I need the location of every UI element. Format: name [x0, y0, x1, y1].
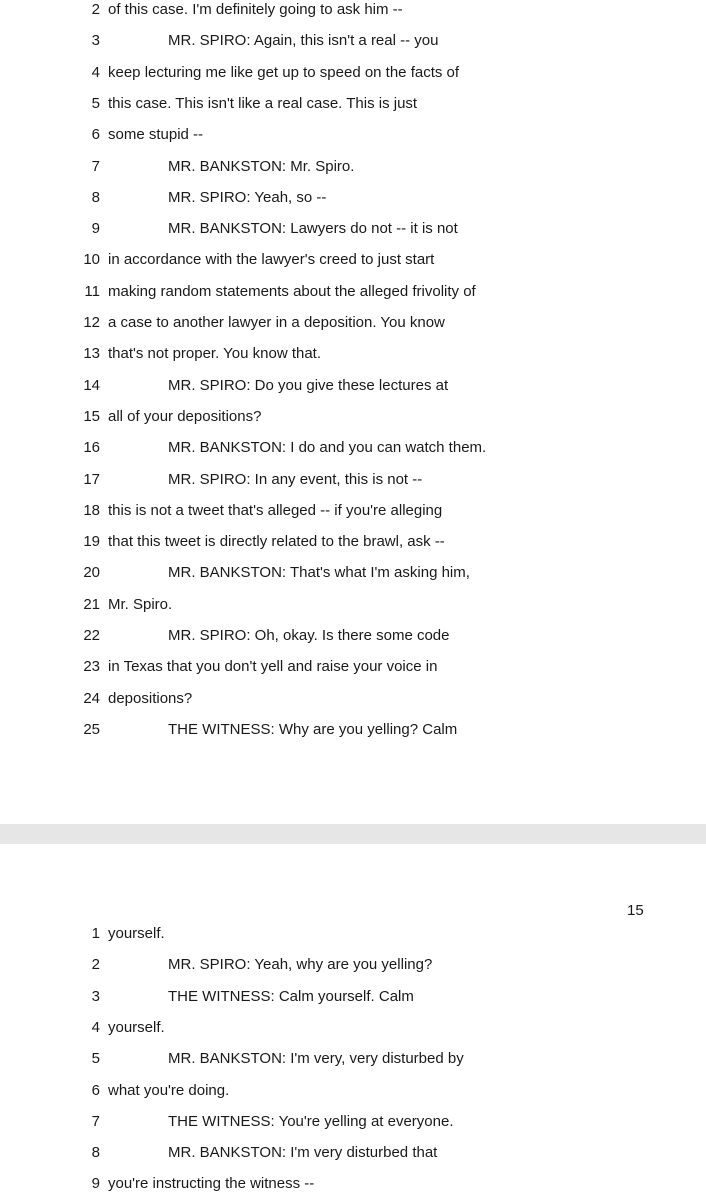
- line-text: MR. SPIRO: Yeah, why are you yelling?: [168, 956, 433, 974]
- line-number: 5: [91, 1050, 100, 1068]
- line-text: MR. SPIRO: In any event, this is not --: [168, 470, 423, 488]
- line-number: 1: [91, 925, 100, 942]
- line-text: a case to another lawyer in a deposition. You know: [108, 314, 445, 331]
- line-number: 21: [83, 595, 100, 613]
- line-text: MR. SPIRO: Yeah, so --: [168, 188, 327, 206]
- line-text: Mr. Spiro.: [108, 595, 173, 613]
- page-number: 15: [627, 902, 644, 919]
- line-text: MR. BANKSTON: I do and you can watch them.: [168, 439, 487, 457]
- line-text: keep lecturing me like get up to speed on the facts of: [108, 63, 460, 81]
- line-text: of this case. I'm definitely going to ask him --: [108, 1, 403, 18]
- line-text: MR. BANKSTON: I'm very disturbed that: [168, 1144, 438, 1162]
- line-number: 2: [91, 1, 100, 18]
- line-number: 6: [91, 1081, 100, 1099]
- line-text: MR. BANKSTON: Mr. Spiro.: [168, 157, 355, 175]
- line-text: yourself.: [108, 925, 165, 942]
- line-text: that this tweet is directly related to the brawl, ask --: [108, 533, 445, 551]
- line-number: 16: [83, 439, 100, 457]
- line-number: 9: [91, 220, 100, 238]
- line-number: 7: [91, 1112, 100, 1130]
- line-number: 7: [91, 157, 100, 175]
- line-number: 19: [83, 533, 100, 551]
- line-text: MR. BANKSTON: I'm very, very disturbed by: [168, 1050, 464, 1068]
- line-text: this case. This isn't like a real case. This is just: [108, 94, 418, 112]
- line-text: in Texas that you don't yell and raise your voice in: [108, 658, 438, 676]
- line-number: 10: [83, 251, 100, 269]
- line-text: that's not proper. You know that.: [108, 345, 322, 363]
- line-number: 12: [83, 314, 100, 331]
- line-number: 4: [91, 1018, 100, 1036]
- line-number: 20: [83, 564, 100, 582]
- line-number: 8: [91, 188, 100, 206]
- line-number: 15: [83, 407, 100, 425]
- line-text: MR. SPIRO: Again, this isn't a real -- you: [168, 32, 439, 50]
- line-text: MR. SPIRO: Oh, okay. Is there some code: [168, 627, 450, 644]
- line-text: MR. SPIRO: Do you give these lectures at: [168, 376, 449, 394]
- line-number: 13: [83, 345, 100, 363]
- page-separator: [0, 824, 706, 844]
- line-number: 3: [91, 987, 100, 1005]
- line-text: MR. BANKSTON: That's what I'm asking him,: [168, 564, 470, 582]
- line-number: 25: [83, 720, 100, 738]
- line-text: depositions?: [108, 689, 193, 707]
- line-number: 18: [83, 501, 100, 519]
- line-text: what you're doing.: [108, 1081, 230, 1099]
- line-text: MR. BANKSTON: Lawyers do not -- it is not: [168, 220, 458, 238]
- line-text: you're instructing the witness --: [108, 1175, 315, 1193]
- line-text: THE WITNESS: Why are you yelling? Calm: [168, 720, 458, 738]
- line-text: this is not a tweet that's alleged -- if you're alleging: [108, 501, 443, 519]
- line-number: 22: [83, 627, 100, 644]
- line-number: 17: [83, 470, 100, 488]
- transcript-page-bottom: [0, 844, 706, 1200]
- line-text: THE WITNESS: Calm yourself. Calm: [168, 987, 414, 1005]
- line-number: 2: [91, 956, 100, 974]
- line-number: 11: [84, 282, 100, 300]
- line-number: 3: [91, 32, 100, 50]
- line-text: some stupid --: [108, 126, 204, 144]
- line-text: yourself.: [108, 1018, 165, 1036]
- line-number: 23: [83, 658, 100, 676]
- line-number: 6: [91, 126, 100, 144]
- line-number: 4: [91, 63, 100, 81]
- line-number: 9: [91, 1175, 100, 1193]
- line-number: 5: [91, 94, 100, 112]
- line-text: in accordance with the lawyer's creed to just start: [108, 251, 435, 269]
- line-text: THE WITNESS: You're yelling at everyone.: [168, 1112, 454, 1130]
- line-number: 14: [83, 376, 100, 394]
- line-text: all of your depositions?: [108, 407, 262, 425]
- line-number: 8: [91, 1144, 100, 1162]
- line-text: making random statements about the alleged frivolity of: [108, 282, 476, 300]
- line-number: 24: [83, 689, 100, 707]
